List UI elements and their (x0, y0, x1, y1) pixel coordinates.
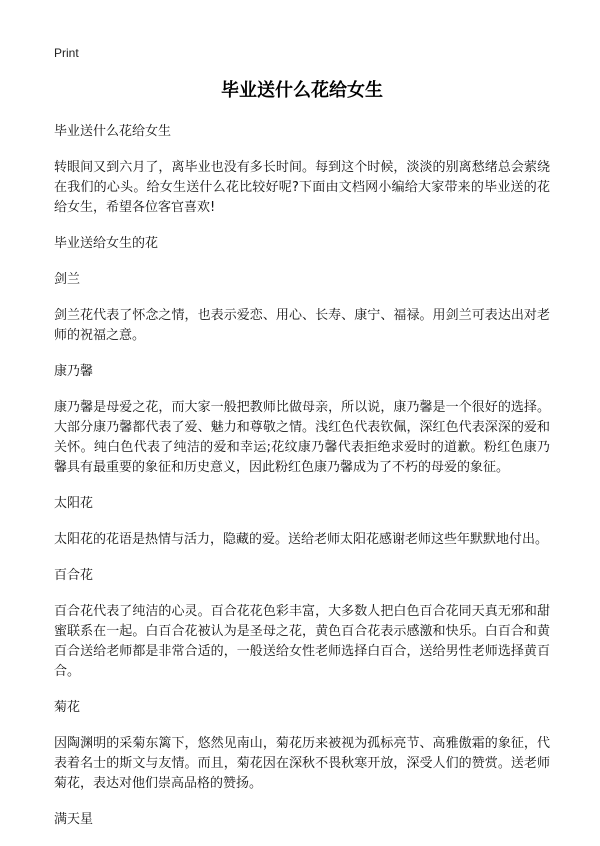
intro-paragraph: 转眼间又到六月了，离毕业也没有多长时间。每到这个时候，淡淡的别离愁绪总会萦绕在我们的心头。给女生送什么花比较好呢?下面由文档网小编给大家带来的毕业送的花给女生，希望各位客官喜欢! (54, 160, 550, 215)
section-heading: 毕业送什么花给女生 (54, 124, 172, 139)
flower-paragraph-chrysanthemum: 因陶渊明的采菊东篱下，悠然见南山，菊花历来被视为孤标亮节、高雅傲霜的象征，代表着名士的斯文与友情。而且，菊花因在深秋不畏秋寒开放，深受人们的赞赏。送老师菊花，表达对他们崇高品格的赞扬。 (54, 736, 550, 791)
flower-paragraph-gladiolus: 剑兰花代表了怀念之情，也表示爱恋、用心、长寿、康宁、福禄。用剑兰可表达出对老师的祝福之意。 (54, 308, 550, 343)
flower-heading-carnation: 康乃馨 (54, 364, 94, 379)
flower-heading-sunflower: 太阳花 (54, 496, 94, 511)
flower-paragraph-carnation: 康乃馨是母爱之花，而大家一般把教师比做母亲，所以说，康乃馨是一个很好的选择。大部分康乃馨都代表了爱、魅力和尊敬之情。浅红色代表钦佩，深红色代表深深的爱和关怀。纯白色代表了纯洁的爱和幸运;花纹康乃馨代表拒绝求爱时的道歉。粉红色康乃馨具有最重要的象征和历史意义，因此粉红色康乃馨成为了不朽的母爱的象征。 (54, 400, 550, 475)
flower-heading-chrysanthemum: 菊花 (54, 700, 81, 715)
flower-heading-babys-breath: 满天星 (54, 812, 94, 827)
flower-paragraph-sunflower: 太阳花的花语是热情与活力，隐藏的爱。送给老师太阳花感谢老师这些年默默地付出。 (54, 532, 549, 547)
flower-heading-gladiolus: 剑兰 (54, 272, 81, 287)
flower-heading-lily: 百合花 (54, 568, 94, 583)
print-link[interactable]: Print (54, 46, 79, 60)
section-heading: 毕业送给女生的花 (54, 236, 159, 251)
flower-paragraph-lily: 百合花代表了纯洁的心灵。百合花花色彩丰富，大多数人把白色百合花同天真无邪和甜蜜联系在一起。白百合花被认为是圣母之花，黄色百合花表示感激和快乐。白百合和黄百合送给老师都是非常合适的，一般送给女性老师选择白百合，送给男性老师选择黄百合。 (54, 604, 550, 679)
document-body (54, 78, 550, 846)
document-title: 毕业送什么花给女生 (221, 80, 383, 101)
